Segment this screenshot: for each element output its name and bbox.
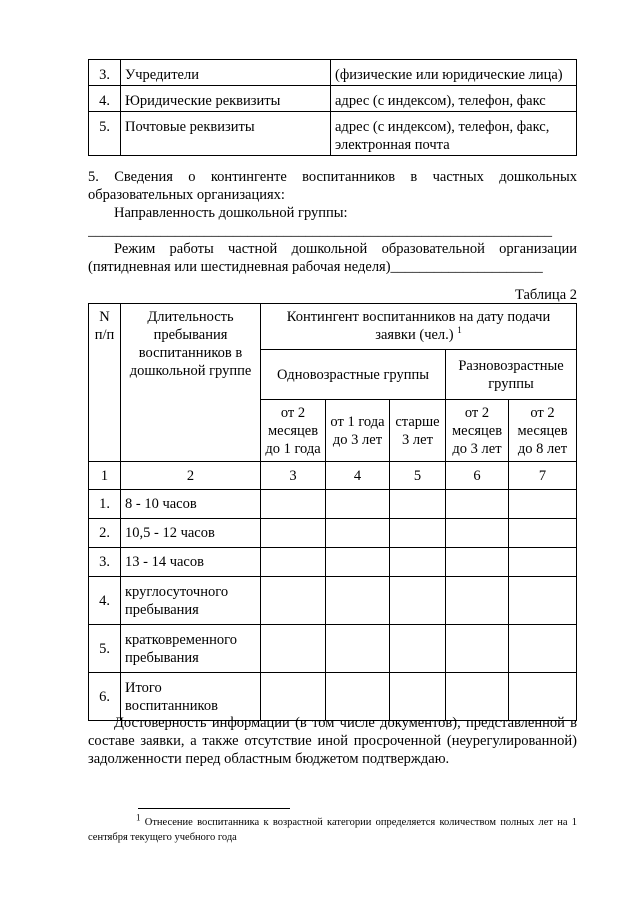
footnote-divider bbox=[138, 808, 290, 809]
direction-blank-line: ________________________________________________________________ bbox=[88, 223, 552, 239]
row-label: Учредители bbox=[121, 60, 331, 86]
empty-cell bbox=[261, 625, 326, 673]
empty-cell bbox=[326, 490, 390, 519]
header-row bbox=[89, 304, 577, 350]
header-sub: от 2 месяцев до 1 года bbox=[261, 400, 326, 462]
section5-heading: 5. Сведения о контингенте воспитанников в частных дошкольных образовательных организациях: bbox=[88, 169, 577, 203]
contingent-table bbox=[88, 303, 577, 721]
row-number: 6. bbox=[89, 673, 121, 721]
empty-cell bbox=[326, 548, 390, 577]
row-number: 1. bbox=[89, 490, 121, 519]
empty-cell bbox=[390, 548, 446, 577]
empty-cell bbox=[509, 490, 577, 519]
row-number: 5. bbox=[89, 112, 121, 156]
row-label: 8 - 10 часов bbox=[121, 490, 261, 519]
row-number: 4. bbox=[89, 577, 121, 625]
empty-cell bbox=[446, 519, 509, 548]
index-cell: 6 bbox=[446, 462, 509, 490]
index-cell: 2 bbox=[121, 462, 261, 490]
direction-label: Направленность дошкольной группы: bbox=[114, 205, 348, 221]
empty-cell bbox=[509, 625, 577, 673]
empty-cell bbox=[446, 625, 509, 673]
empty-cell bbox=[261, 577, 326, 625]
row-label: Почтовые реквизиты bbox=[121, 112, 331, 156]
index-row bbox=[89, 462, 577, 490]
empty-cell bbox=[261, 548, 326, 577]
row-label: 10,5 - 12 часов bbox=[121, 519, 261, 548]
header-sub: от 2 месяцев до 8 лет bbox=[509, 400, 577, 462]
row-label: кратковременного пребывания bbox=[121, 625, 261, 673]
empty-cell bbox=[326, 577, 390, 625]
row-number: 4. bbox=[89, 86, 121, 112]
empty-cell bbox=[390, 625, 446, 673]
table-row bbox=[89, 60, 577, 86]
table-row bbox=[89, 577, 577, 625]
empty-cell bbox=[390, 490, 446, 519]
header-duration: Длительность пребывания воспитанников в дошкольной группе bbox=[121, 304, 261, 462]
table-row bbox=[89, 112, 577, 156]
row-label: 13 - 14 часов bbox=[121, 548, 261, 577]
row-value: адрес (с индексом), телефон, факс, электронная почта bbox=[331, 112, 577, 156]
row-number: 3. bbox=[89, 60, 121, 86]
header-number: N п/п bbox=[89, 304, 121, 462]
row-number: 2. bbox=[89, 519, 121, 548]
table-caption: Таблица 2 bbox=[514, 287, 577, 303]
empty-cell bbox=[446, 490, 509, 519]
row-value: (физические или юридические лица) bbox=[331, 60, 577, 86]
index-cell: 5 bbox=[390, 462, 446, 490]
index-cell: 7 bbox=[509, 462, 577, 490]
row-label: Итого воспитанников bbox=[121, 673, 261, 721]
footnote-mark: 1 bbox=[457, 325, 462, 336]
table-row bbox=[89, 625, 577, 673]
footnote-number: 1 bbox=[136, 812, 141, 823]
header-sub: от 1 года до 3 лет bbox=[326, 400, 390, 462]
row-label: круглосуточного пребывания bbox=[121, 577, 261, 625]
footnote-text: Отнесение воспитанника к возрастной категории определяется количеством полных лет на 1 сентября текущего учебного года bbox=[88, 817, 578, 843]
empty-cell bbox=[509, 577, 577, 625]
header-sub: старше 3 лет bbox=[390, 400, 446, 462]
table-row bbox=[89, 86, 577, 112]
work-mode-text: Режим работы частной дошкольной образовательной организации (пятидневная или шестидневная рабочая неделя)_____________________ bbox=[88, 241, 577, 275]
row-number: 3. bbox=[89, 548, 121, 577]
confirmation-text: Достоверность информации (в том числе документов), представленной в составе заявки, а также отсутствие иной просроченной (неурегулированной) задолженности перед областным бюджетом подтверждаю. bbox=[88, 715, 577, 767]
index-cell: 3 bbox=[261, 462, 326, 490]
empty-cell bbox=[390, 577, 446, 625]
header-mixed-age: Разновозрастные группы bbox=[446, 350, 577, 400]
organization-details-table bbox=[88, 59, 577, 156]
header-same-age: Одновозрастные группы bbox=[261, 350, 446, 400]
empty-cell bbox=[261, 490, 326, 519]
empty-cell bbox=[446, 577, 509, 625]
index-cell: 1 bbox=[89, 462, 121, 490]
empty-cell bbox=[390, 519, 446, 548]
empty-cell bbox=[446, 548, 509, 577]
table-row bbox=[89, 519, 577, 548]
empty-cell bbox=[509, 548, 577, 577]
header-contingent bbox=[261, 304, 577, 350]
index-cell: 4 bbox=[326, 462, 390, 490]
row-label: Юридические реквизиты bbox=[121, 86, 331, 112]
header-sub: от 2 месяцев до 3 лет bbox=[446, 400, 509, 462]
row-value: адрес (с индексом), телефон, факс bbox=[331, 86, 577, 112]
empty-cell bbox=[326, 519, 390, 548]
table-row bbox=[89, 548, 577, 577]
empty-cell bbox=[326, 625, 390, 673]
table-row bbox=[89, 490, 577, 519]
empty-cell bbox=[261, 519, 326, 548]
row-number: 5. bbox=[89, 625, 121, 673]
header-contingent-text: Контингент воспитанников на дату подачи заявки (чел.) bbox=[286, 309, 551, 343]
empty-cell bbox=[509, 519, 577, 548]
footnote bbox=[88, 812, 578, 845]
